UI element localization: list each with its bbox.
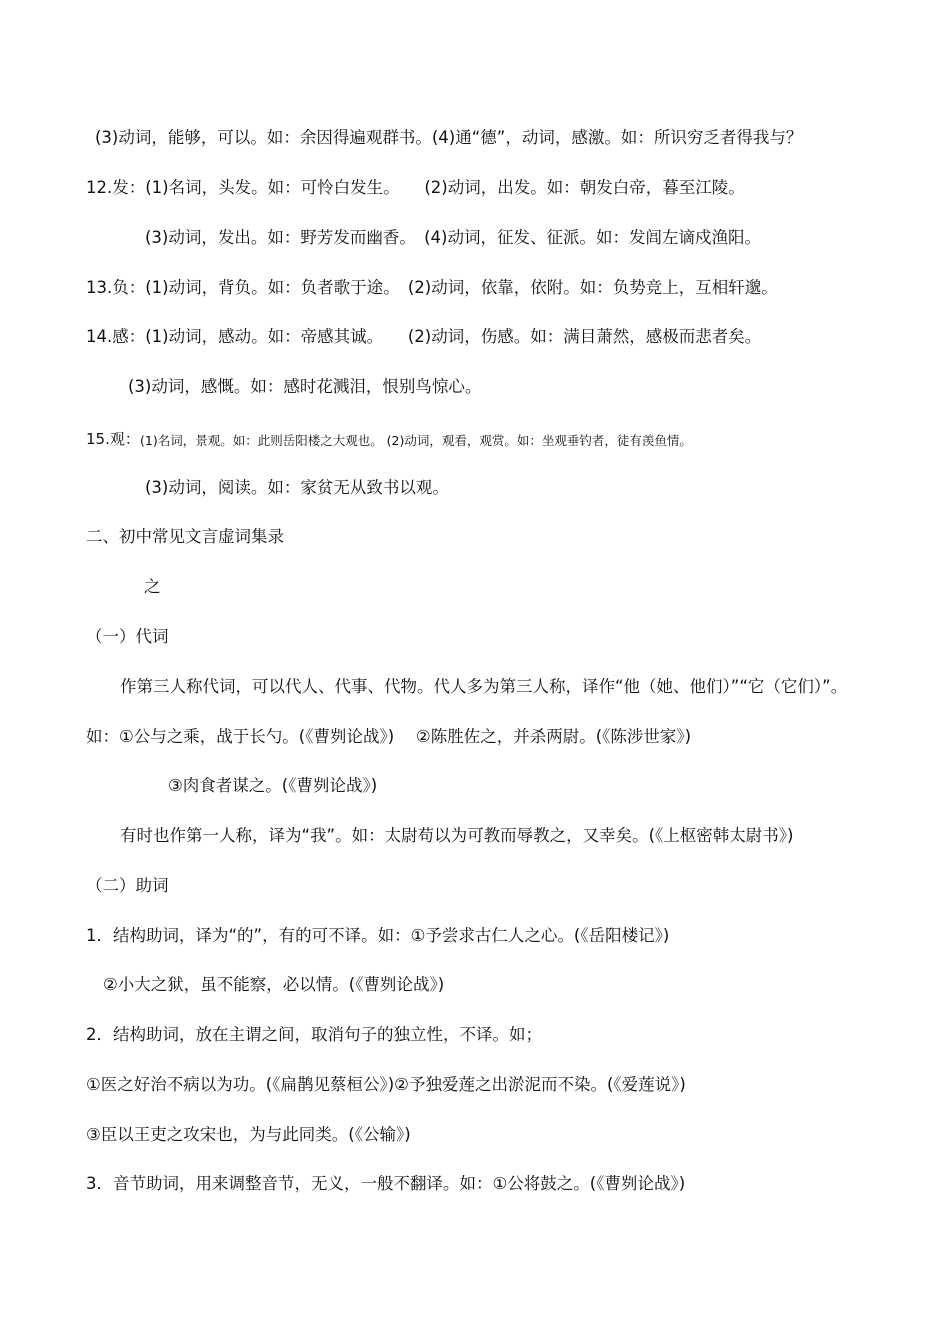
text-line: (3)动词，能够，可以。如：余因得遍观群书。(4)通“德”，动词，感激。如：所识穷乏者得我与？ [95, 128, 803, 147]
text-line: 3．音节助词，用来调整音节，无义，一般不翻译。如：①公将鼓之。(《曹刿论战》) [86, 1174, 686, 1193]
text-line: ②小大之狱，虽不能察，必以情。(《曹刿论战》) [103, 975, 445, 994]
text-line: 作第三人称代词，可以代人、代事、代物。代人多为第三人称，译作“他（她、他们）”“它（它们）”。 [120, 677, 848, 696]
text-line: (3)动词，感慨。如：感时花溅泪，恨别鸟惊心。 [128, 377, 482, 396]
subsection-heading: （二）助词 [86, 876, 169, 895]
text-line: ③臣以王吏之攻宋也，为与此同类。(《公输》) [86, 1125, 411, 1144]
subsection-heading: （一）代词 [86, 627, 169, 646]
text-line: ①医之好治不病以为功。(《扁鹊见蔡桓公》)②予独爱莲之出淤泥而不染。(《爱莲说》) [86, 1075, 686, 1094]
keyword-heading: 之 [144, 577, 161, 596]
text-line: 12.发：(1)名词，头发。如：可怜白发生。 (2)动词，出发。如：朝发白帝，暮至江陵。 [86, 178, 745, 197]
text-line-small: (1)名词，景观。如：此则岳阳楼之大观也。 (2)动词，观看，观赏。如：坐观垂钓者，徒有羡鱼情。 [140, 433, 692, 448]
text-line: (3)动词，阅读。如：家贫无从致书以观。 [145, 478, 449, 497]
text-line: ③肉食者谋之。(《曹刿论战》) [168, 776, 378, 795]
text-line: 1．结构助词，译为“的”，有的可不译。如：①予尝求古仁人之心。(《岳阳楼记》) [86, 926, 670, 945]
text-line: 2．结构助词，放在主谓之间，取消句子的独立性，不译。如； [86, 1025, 542, 1044]
text-line: 14.感：(1)动词，感动。如：帝感其诚。 (2)动词，伤感。如：满目萧然，感极而悲者矣。 [86, 327, 762, 346]
text-line: 13.负：(1)动词，背负。如：负者歌于途。 (2)动词，依靠，依附。如：负势竞上，互相轩邈。 [86, 278, 778, 297]
section-heading: 二、初中常见文言虚词集录 [86, 527, 284, 546]
text-line: 如：①公与之乘，战于长勺。(《曹刿论战》) ②陈胜佐之，并杀两尉。(《陈涉世家》) [86, 727, 692, 746]
text-line: 有时也作第一人称，译为“我”。如：太尉苟以为可教而辱教之，又幸矣。(《上枢密韩太尉书》) [120, 826, 794, 845]
text-line: (3)动词，发出。如：野芳发而幽香。 (4)动词，征发、征派。如：发闾左谪戍渔阳。 [145, 228, 761, 247]
text-line-lead: 15.观： [86, 430, 140, 448]
